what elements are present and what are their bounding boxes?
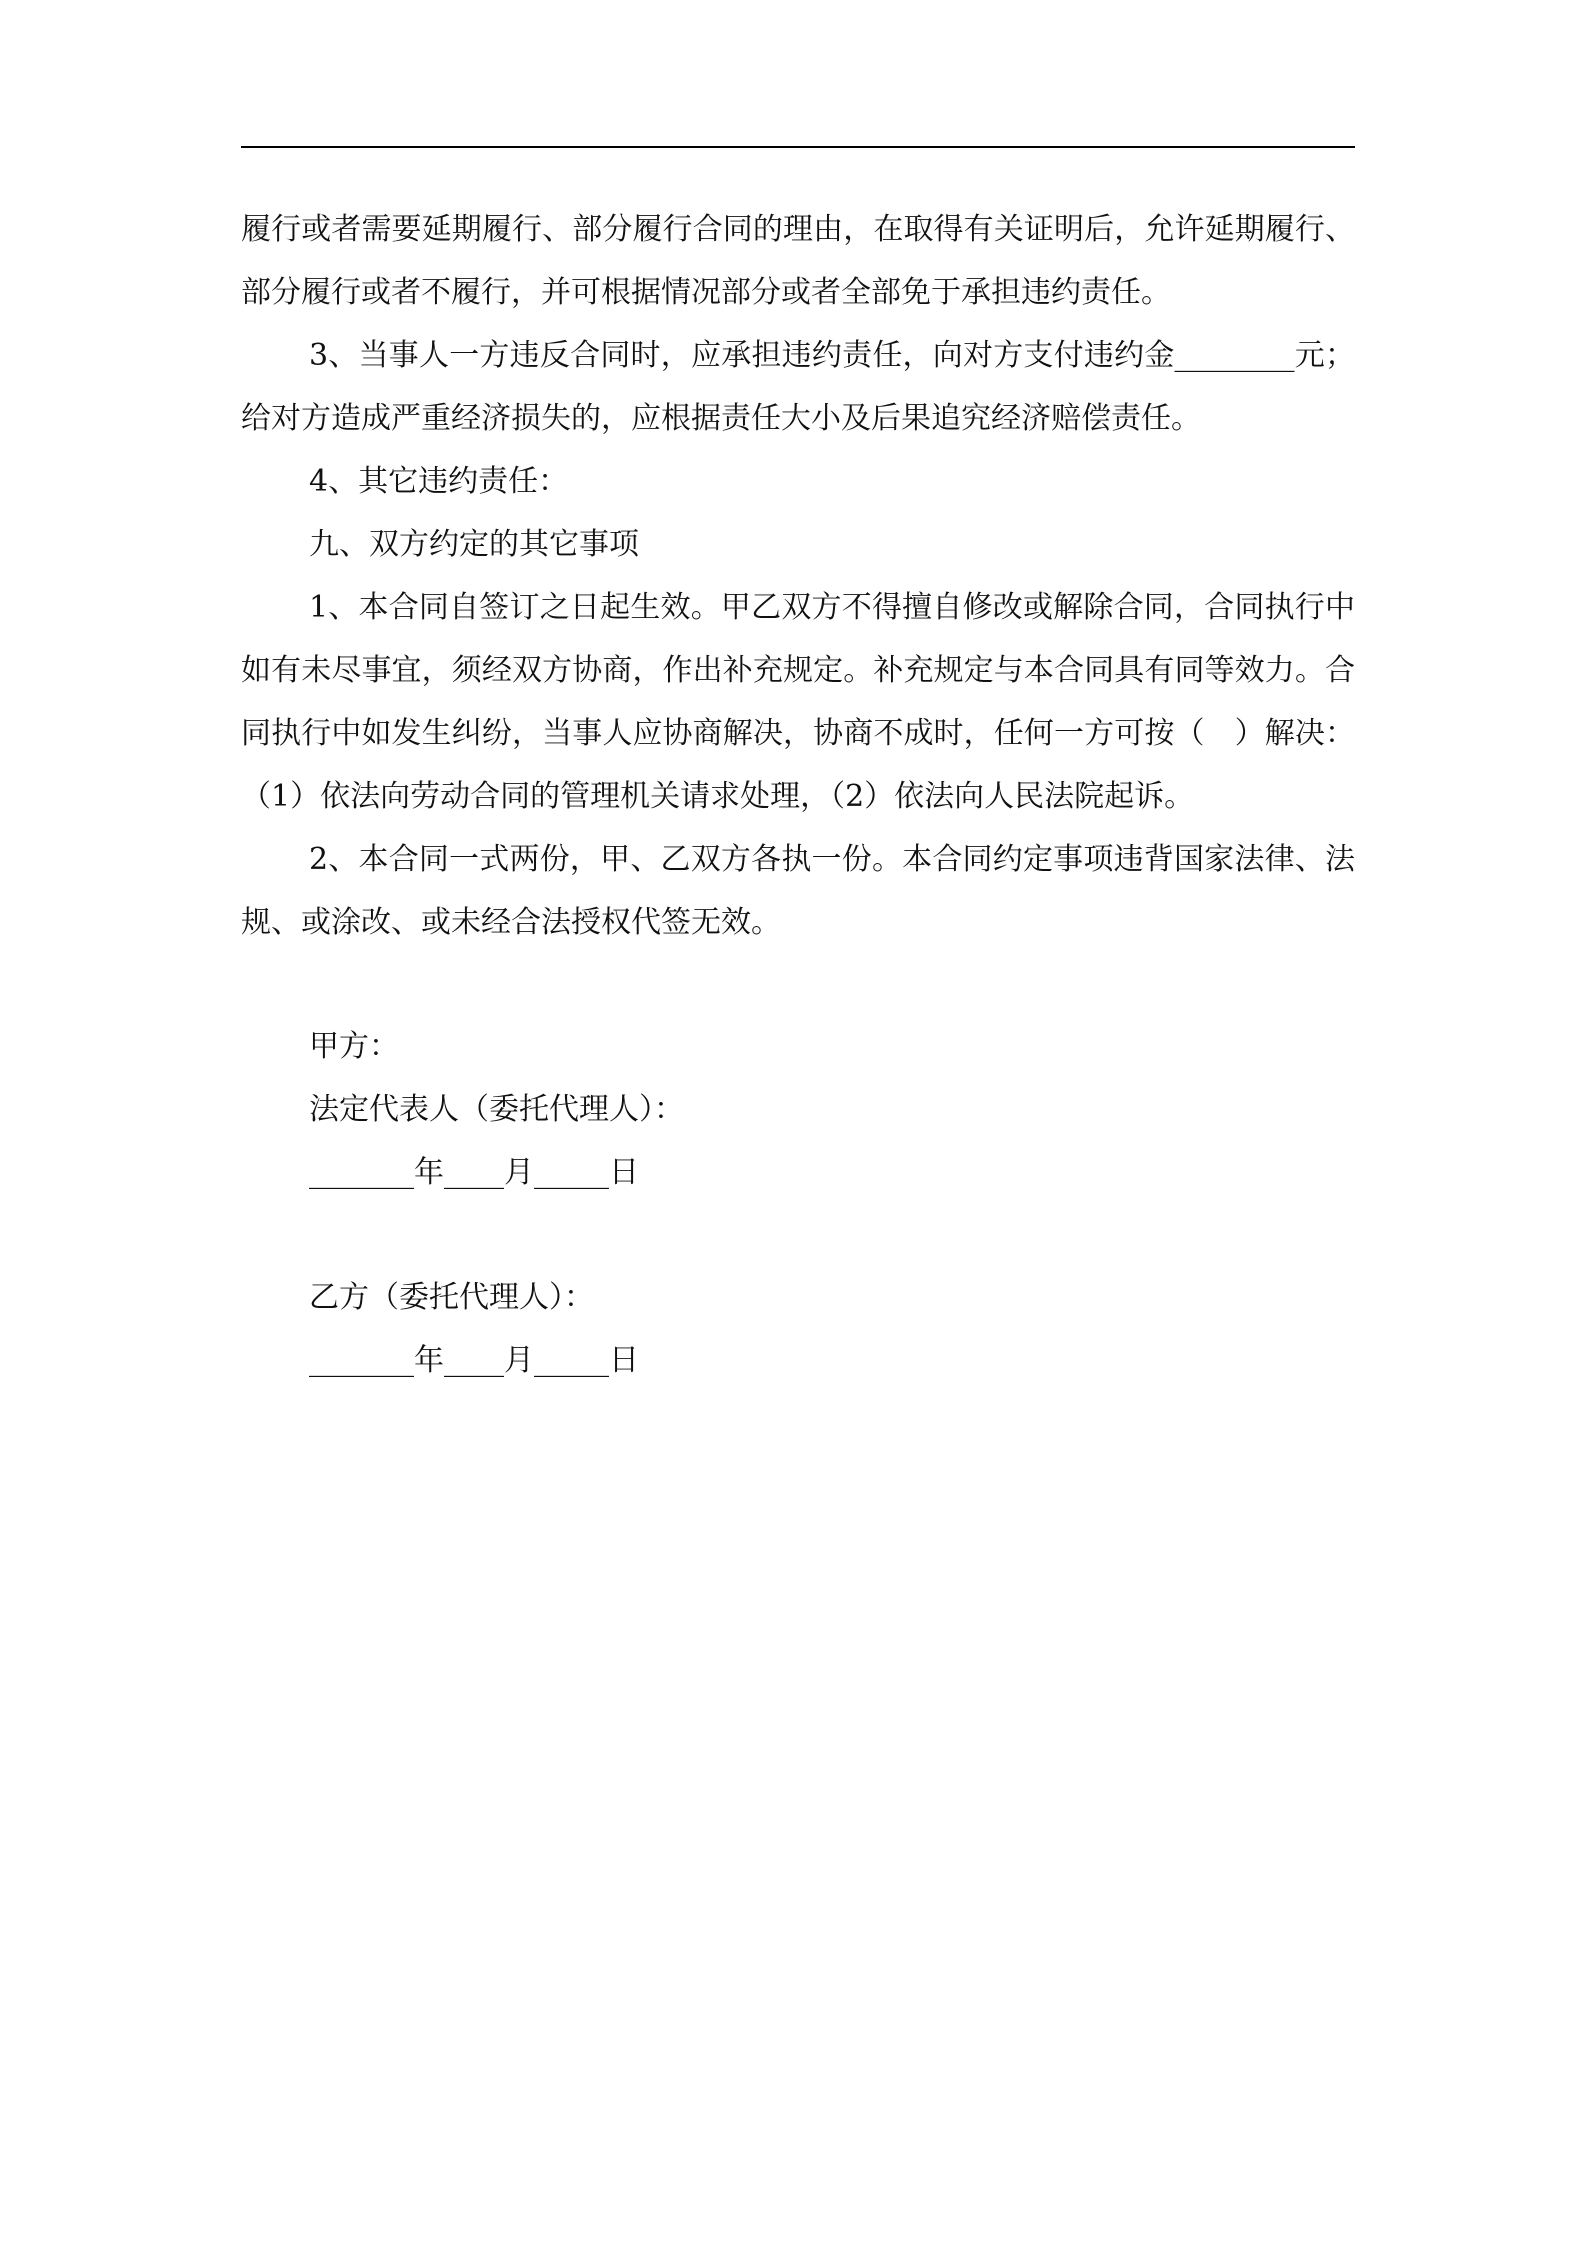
party-a-label: 甲方： xyxy=(309,1029,399,1064)
paragraph-breach-exemption: 履行或者需要延期履行、部分履行合同的理由，在取得有关证明后，允许延期履行、部分履行或者不履行，并可根据情况部分或者全部免于承担违约责任。 xyxy=(241,212,1355,310)
paragraph-breach-penalty: 3、当事人一方违反合同时，应承担违约责任，向对方支付违约金________元；给对方造成严重经济损失的，应根据责任大小及后果追究经济赔偿责任。 xyxy=(241,338,1355,436)
party-b-label: 乙方（委托代理人）： xyxy=(309,1280,594,1315)
spacer xyxy=(241,1204,1355,1266)
section-heading-other-matters: 九、双方约定的其它事项 xyxy=(309,527,639,562)
party-b-date: _______年____月_____日 xyxy=(309,1343,639,1378)
document-body xyxy=(241,198,1355,1392)
paragraph-other-liability: 4、其它违约责任： xyxy=(309,464,569,499)
paragraph-effectiveness: 1、本合同自签订之日起生效。甲乙双方不得擅自修改或解除合同，合同执行中如有未尽事宜，须经双方协商，作出补充规定。补充规定与本合同具有同等效力。合同执行中如发生纠纷，当事人应协商解决，协商不成时，任何一方可按（ ）解决：（1）依法向劳动合同的管理机关请求处理，（2）依法向人民法院起诉。 xyxy=(241,590,1355,814)
spacer xyxy=(241,954,1355,1015)
header-rule xyxy=(241,146,1355,148)
paragraph-copies: 2、本合同一式两份，甲、乙双方各执一份。本合同约定事项违背国家法律、法规、或涂改、或未经合法授权代签无效。 xyxy=(241,842,1355,940)
party-a-date: _______年____月_____日 xyxy=(309,1155,639,1190)
party-a-representative: 法定代表人（委托代理人）： xyxy=(309,1092,684,1127)
